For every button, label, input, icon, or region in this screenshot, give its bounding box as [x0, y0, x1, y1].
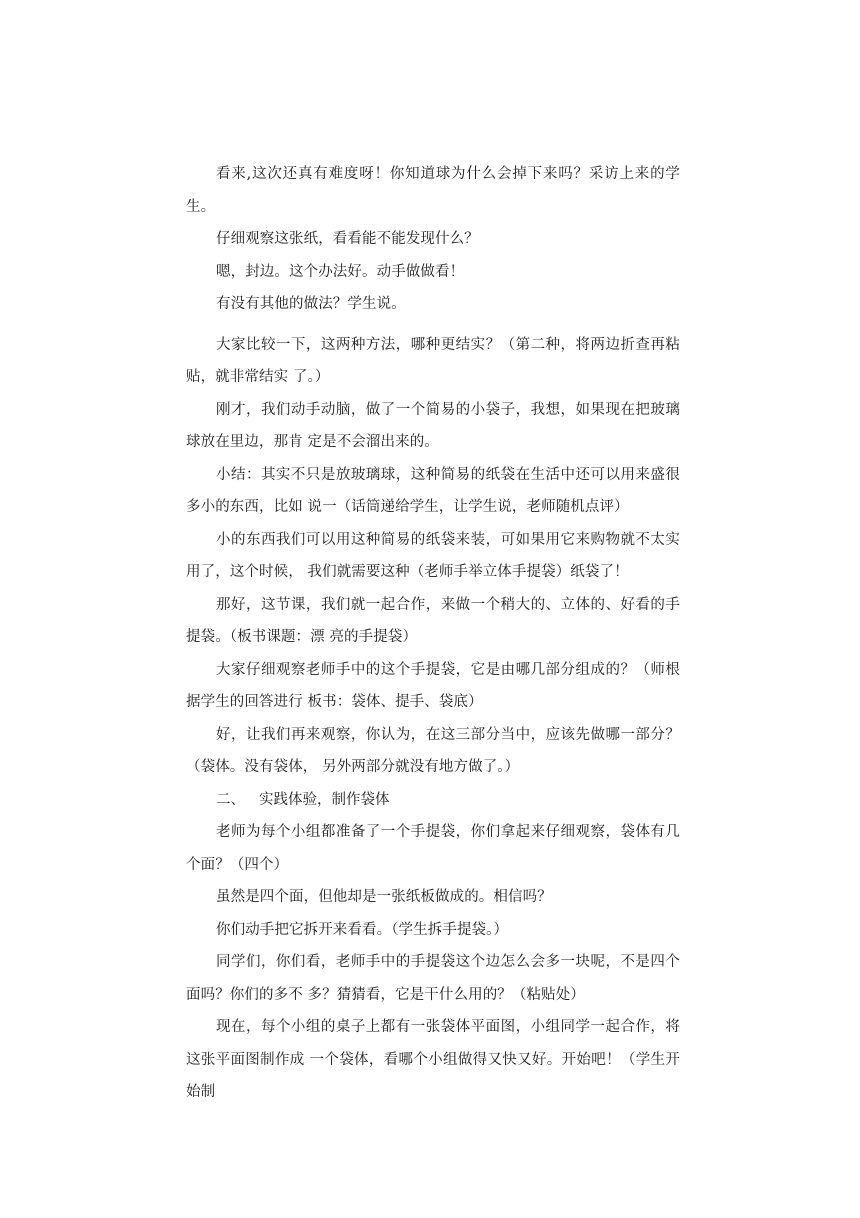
section-heading	[186, 784, 680, 817]
paragraph: 你们动手把它拆开来看看。（学生拆手提袋。）	[216, 921, 509, 938]
document-body	[186, 158, 680, 1109]
paragraph: 老师为每个小组都准备了一个手提袋，你们拿起来仔细观察，袋体有几个面？（四个）	[186, 824, 680, 873]
paragraph: 有没有其他的做法？学生说。	[216, 296, 406, 312]
paragraph: 大家比较一下，这两种方法，哪种更结实？（第二种，将两边折查再粘贴，就非常结实 了。）	[186, 336, 680, 385]
paragraph: 嗯，封边。这个办法好。动手做做看！	[216, 263, 465, 280]
paragraph: 看来,这次还真有难度呀！你知道球为什么会掉下来吗？采访上来的学生。	[186, 166, 680, 215]
paragraph: 虽然是四个面，但他却是一张纸板做成的。相信吗？	[216, 889, 552, 905]
paragraph: 仔细观察这张纸，看看能不能发现什么？	[216, 231, 479, 247]
section-heading-number: 二、	[216, 791, 245, 808]
paragraph: 好，让我们再来观察，你认为，在这三部分当中，应该先做哪一部分？（袋体。没有袋体， 另外两部分就没有地方做了。）	[186, 726, 680, 775]
paragraph: 小的东西我们可以用这种简易的纸袋来装，可如果用它来购物就不太实用了，这个时候， 我们就需要这种（老师手举立体手提袋）纸袋了！	[186, 531, 680, 580]
paragraph: 小结：其实不只是放玻璃球，这种简易的纸袋在生活中还可以用来盛很多小的东西，比如 说一（话筒递给学生，让学生说，老师随机点评）	[186, 466, 680, 515]
section-heading-title: 实践体验，制作袋体	[259, 791, 390, 808]
paragraph: 大家仔细观察老师手中的这个手提袋，它是由哪几部分组成的？（师根据学生的回答进行 板书：袋体、提手、袋底）	[186, 661, 680, 710]
paragraph: 那好，这节课，我们就一起合作，来做一个稍大的、立体的、好看的手提袋。（板书课题：漂 亮的手提袋）	[186, 596, 680, 645]
paragraph: 刚才，我们动手动脑，做了一个简易的小袋子，我想，如果现在把玻璃球放在里边，那肯 定是不会溜出来的。	[186, 401, 680, 450]
paragraph: 同学们，你们看，老师手中的手提袋这个边怎么会多一块呢，不是四个面吗？你们的多不 多？猜猜看，它是干什么用的？（粘贴处）	[186, 954, 680, 1003]
paragraph: 现在，每个小组的桌子上都有一张袋体平面图，小组同学一起合作，将这张平面图制作成 一个袋体，看哪个小组做得又快又好。开始吧！（学生开始制	[186, 1019, 680, 1100]
